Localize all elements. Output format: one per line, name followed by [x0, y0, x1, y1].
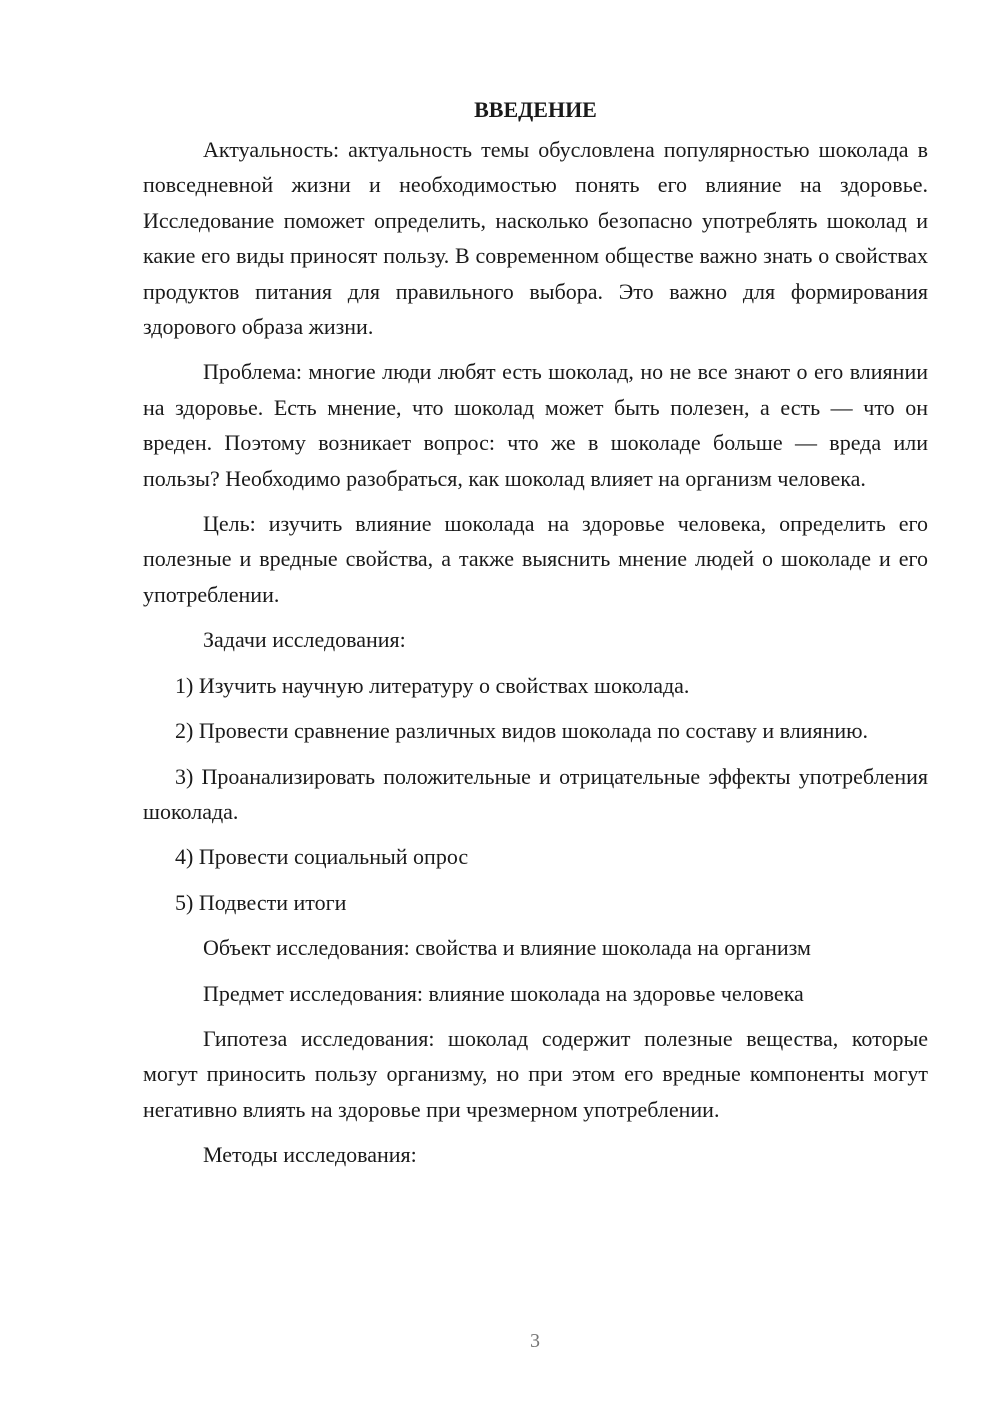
hypothesis-paragraph: Гипотеза исследования: шоколад содержит полезные вещества, которые могут приносить пользу организму, но при этом его вредные компоненты могут негативно влиять на здоровье при чрезмерном употреблении. [143, 1025, 928, 1122]
task-item-5: 5) Подвести итоги [175, 889, 347, 915]
task-item-3: 3) Проанализировать положительные и отрицательные эффекты употребления шоколада. [143, 763, 928, 824]
subject-paragraph: Предмет исследования: влияние шоколада на здоровье человека [203, 980, 804, 1006]
document-page [143, 92, 928, 1183]
methods-heading: Методы исследования: [203, 1142, 417, 1168]
task-item-2: 2) Провести сравнение различных видов шоколада по составу и влиянию. [175, 718, 869, 744]
object-paragraph: Объект исследования: свойства и влияние шоколада на организм [203, 935, 811, 961]
task-item-4: 4) Провести социальный опрос [175, 844, 469, 870]
goal-paragraph: Цель: изучить влияние шоколада на здоровье человека, определить его полезные и вредные свойства, а также выяснить мнение людей о шоколаде и его употреблении. [143, 511, 928, 607]
relevance-paragraph: Актуальность: актуальность темы обусловлена популярностью шоколада в повседневной жизни и необходимостью понять его влияние на здоровье. Исследование поможет определить, насколько безопасно употреблять шоколад и какие его виды приносят пользу. В современном обществе важно знать о свойствах продуктов питания для правильного выбора. Это важно для формирования здорового образа жизни. [143, 137, 928, 340]
document-title: ВВЕДЕНИЕ [474, 97, 597, 122]
tasks-heading: Задачи исследования: [203, 627, 406, 653]
problem-paragraph: Проблема: многие люди любят есть шоколад, но не все знают о его влиянии на здоровье. Есть мнение, что шоколад может быть полезен, а есть — что он вреден. Поэтому возникает вопрос: что же в шоколаде больше — вреда или пользы? Необходимо разобраться, как шоколад влияет на организм человека. [143, 359, 928, 491]
task-item-1: 1) Изучить научную литературу о свойствах шоколада. [175, 672, 690, 698]
page-number: 3 [530, 1330, 540, 1352]
